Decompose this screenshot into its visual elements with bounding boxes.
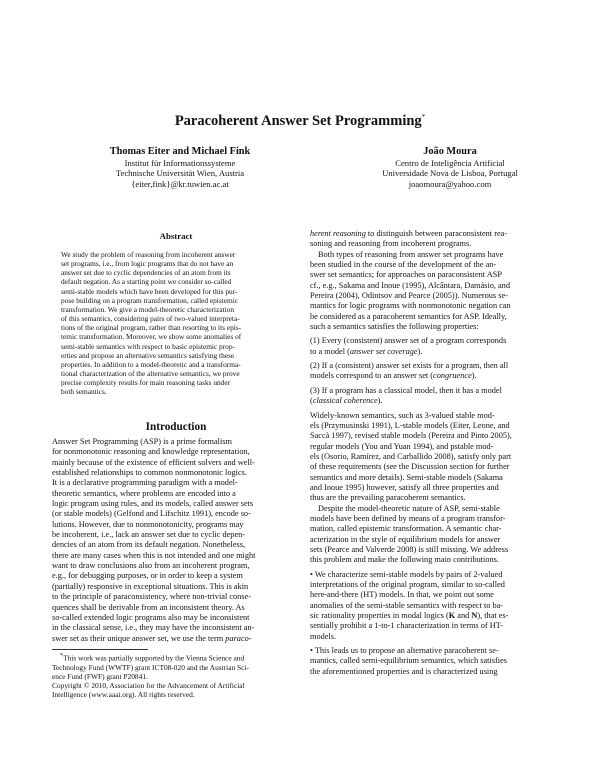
footnote-line: ence Fund (FWF) grant P20841.: [52, 671, 148, 681]
rc-line: swer set semantics; for approaches on paraconsistent ASP: [310, 270, 502, 280]
property-2-cont: models correspond to an answer set (congruence).: [310, 371, 477, 381]
property-3: (3) If a program has a classical model, then it has a model: [310, 385, 502, 395]
rc-line: els (Przymusinski 1991), L-stable models (Eiter, Leone, and: [310, 420, 510, 430]
abstract-line: both semantics.: [61, 387, 107, 397]
intro-heading: Introduction: [145, 421, 207, 433]
rc-line: anomalies of the semi-stable semantics with respect to ba-: [310, 600, 504, 610]
abstract-line: semi-stable semantics with respect to basic epistemic prop-: [61, 341, 235, 351]
title-footnote-mark: *: [421, 113, 426, 122]
abstract-line: temic transformation. Moreover, we show some anomalies of: [61, 332, 242, 342]
affiliation-right-1: Centro de Inteligência Artificial: [395, 158, 505, 168]
bullet-1: • We characterize semi-stable models by pairs of 2-valued: [310, 569, 503, 579]
rc-line: models.: [310, 631, 337, 641]
rc-line: models have been defined by means of a program transfor-: [310, 513, 506, 523]
intro-line: lutions. However, due to nonmonotonicity, programs may: [52, 519, 244, 529]
rc-line: mantics, called semi-equilibrium semantics, which satisfies: [310, 656, 508, 666]
intro-line: established relationships to common nonmonotonic logics.: [52, 468, 247, 478]
intro-line: mainly because of the existence of efficient solvers and well-: [52, 457, 255, 467]
intro-line: e.g., for debugging purposes, or in order to keep a system: [52, 571, 243, 581]
intro-line: for nonmonotonic reasoning and knowledge representation,: [52, 447, 250, 457]
rc-line: regular models (You and Yuan 1994), and pstable mod-: [310, 441, 494, 451]
intro-line-last: swer set as their unique answer set, we use the term paraco-: [52, 633, 252, 643]
abstract-line: semi-stable models which have been developed for this pur-: [61, 286, 238, 296]
rc-line: the aforementioned properties and is characterized using: [310, 666, 498, 676]
rc-line: els (Osorio, Ramírez, and Carballido 2008), satisfy only part: [310, 451, 512, 461]
footnote: *This work was partially supported by the Vienna Science and Technology Fund (WWTF) grant ICT08-020 and the Austrian Sci- ence Fund (FWF) grant P20841. Copyright © 2010, Association for the Advancement of Artificial Intelligence (www.aaai.org). All rights reserved.: [52, 652, 292, 699]
rc-line: be considered as a paracoherent semantics for ASP. Ideally,: [310, 311, 507, 321]
abstract-line: We study the problem of reasoning from incoherent answer: [61, 250, 236, 259]
abstract-line: of this semantics, considering pairs of two-valued interpreta-: [61, 314, 240, 324]
rc-line: soning and reasoning from incoherent programs.: [310, 239, 472, 249]
intro-line: theoretic semantics, where problems are encoded into a: [52, 488, 236, 498]
rc-line: been studied in the course of the development of the an-: [310, 260, 497, 270]
abstract-line: pose building on a program transformation, called epistemic: [61, 295, 239, 305]
intro-line: there are many cases when this is not intended and one might: [52, 550, 256, 560]
email-right: joaomoura@yahoo.com: [408, 178, 492, 189]
rc-para-2: Both types of reasoning from answer set programs have: [318, 249, 504, 259]
paper-title: [0, 113, 600, 130]
abstract-line: transformation. We give a model-theoretic characterization: [61, 304, 234, 314]
abstract-line: tional characterization of the alternative semantics, we prove: [61, 369, 240, 379]
right-column: [310, 229, 550, 677]
rc-line: this problem and make the following main contributions.: [310, 555, 499, 565]
author-block-right: [330, 146, 570, 189]
property-1: (1) Every (consistent) answer set of a program corresponds: [310, 336, 507, 346]
rc-line: sets (Pearce and Valverde 2008) is still missing. We address: [310, 544, 509, 554]
footnote-mark: *: [60, 653, 64, 659]
intro-line: (or stable models) (Gelfond and Lifschitz 1991), encode so-: [52, 509, 251, 519]
author-names-right: João Moura: [423, 146, 477, 157]
rc-line: Despite the model-theoretic nature of ASP, semi-stable: [318, 503, 500, 513]
footnote-line: Technology Fund (WWTF) grant ICT08-020 and the Austrian Sci-: [52, 662, 249, 672]
copyright-line-2: Intelligence (www.aaai.org). All rights reserved.: [52, 689, 195, 699]
abstract-heading: Abstract: [159, 231, 193, 241]
rc-line: interpretations of the original program, similar to so-called: [310, 580, 505, 589]
copyright-symbol: ©: [83, 680, 90, 690]
intro-line: Answer Set Programming (ASP) is a prime formalism: [52, 437, 232, 446]
rc-line: Pereira (2004), Odintsov and Pearce (2005)). Numerous se-: [310, 291, 508, 301]
rc-line: cf., e.g., Sakama and Inoue (1995), Alcântara, Damásio, and: [310, 280, 510, 290]
bullet-2: • This leads us to propose an alternative paracoherent se-: [310, 646, 499, 656]
abstract-line: answer set due to cyclic dependencies of an atom from its: [61, 268, 231, 278]
author-names-left: Thomas Eiter and Michael Fink: [109, 146, 251, 157]
author-block-left: [60, 146, 300, 189]
rc-line: Widely-known semantics, such as 3-valued stable mod-: [310, 410, 495, 420]
intro-line: logic program using rules, and its models, called answer sets: [52, 499, 254, 509]
abstract-line: default negation. As a starting point we consider so-called: [61, 277, 232, 287]
rc-line: mation, called epistemic transformation. A semantic char-: [310, 524, 502, 534]
abstract-line: precise complexity results for main reasoning tasks under: [61, 378, 231, 388]
intro-line: dencies of an atom from its default negation. Nonetheless,: [52, 540, 246, 550]
rc-line: mantics for logic programs with nonmonotonic negation can: [310, 301, 511, 311]
intro-line: so-called extended logic programs also may be inconsistent: [52, 612, 250, 622]
rc-line: sic rationality properties in modal logics (K and N), that es-: [310, 611, 509, 621]
affiliation-right-2: Universidade Nova de Lisboa, Portugal: [382, 168, 518, 179]
abstract-line: tions of the original program, rather than resorting to its epis-: [61, 323, 242, 333]
property-3-cont: (classical coherence).: [310, 396, 383, 406]
rc-line: semantics and more details). Semi-stable models (Sakama: [310, 472, 503, 482]
abstract-line: erties and propose an alternative semantics satisfying these: [61, 350, 235, 360]
rc-line: thus are the prevailing paracoherent semantics.: [310, 493, 466, 503]
intro-line: quences shall be derivable from an inconsistent theory. As: [52, 602, 245, 612]
intro-body: [52, 437, 292, 644]
intro-line: in the classical sense, i.e., they may have the inconsistent an-: [52, 623, 255, 633]
rc-line: such a semantics satisfies the following properties:: [310, 322, 479, 332]
intro-italic-word: paraco-: [225, 633, 252, 643]
rc-line: herent reasoning to distinguish between paraconsistent rea-: [310, 229, 508, 238]
rc-line: of these requirements (see the Discussion section for further: [310, 462, 510, 472]
rc-line: and Inoue 1995) however, satisfy all three properties and: [310, 482, 499, 492]
email-left: {eiter,fink}@kr.tuwien.ac.at: [131, 178, 229, 189]
abstract-body: [61, 250, 276, 397]
rc-line: acterization in the style of equilibrium models for answer: [310, 534, 501, 544]
rc-line: sentially prohibit a 1-to-1 characterization in terms of HT-: [310, 621, 503, 631]
intro-line: (partially) responsive in exceptional situations. This is akin: [52, 581, 249, 591]
intro-line: It is a declarative programming paradigm with a model-: [52, 478, 238, 488]
property-2: (2) If a (consistent) answer set exists for a program, then all: [310, 361, 509, 371]
intro-line: to the principle of paraconsistency, where non-trivial conse-: [52, 592, 251, 602]
footnote-rule: [52, 649, 148, 650]
title-text: Paracoherent Answer Set Programming: [174, 113, 422, 129]
intro-line: want to draw conclusions also from an incoherent program,: [52, 561, 250, 571]
rc-line: Saccà 1997), revised stable models (Pereira and Pinto 2005),: [310, 431, 512, 441]
rc-line: here-and-there (HT) models. In that, we point out some: [310, 590, 494, 600]
affiliation-left-2: Technische Universität Wien, Austria: [115, 168, 245, 179]
affiliation-left-1: Institut für Informationssysteme: [124, 158, 236, 168]
property-1-cont: to a model (answer set coverage).: [310, 346, 423, 356]
abstract-line: properties. In addition to a model-theoretic and a transforma-: [61, 359, 241, 369]
abstract-line: set programs, i.e., from logic programs that do not have an: [61, 259, 234, 269]
copyright-line: Copyright © 2010, Association for the Advancement of Artificial: [52, 680, 245, 690]
intro-line: be incoherent, i.e., lack an answer set due to cyclic depen-: [52, 530, 246, 540]
